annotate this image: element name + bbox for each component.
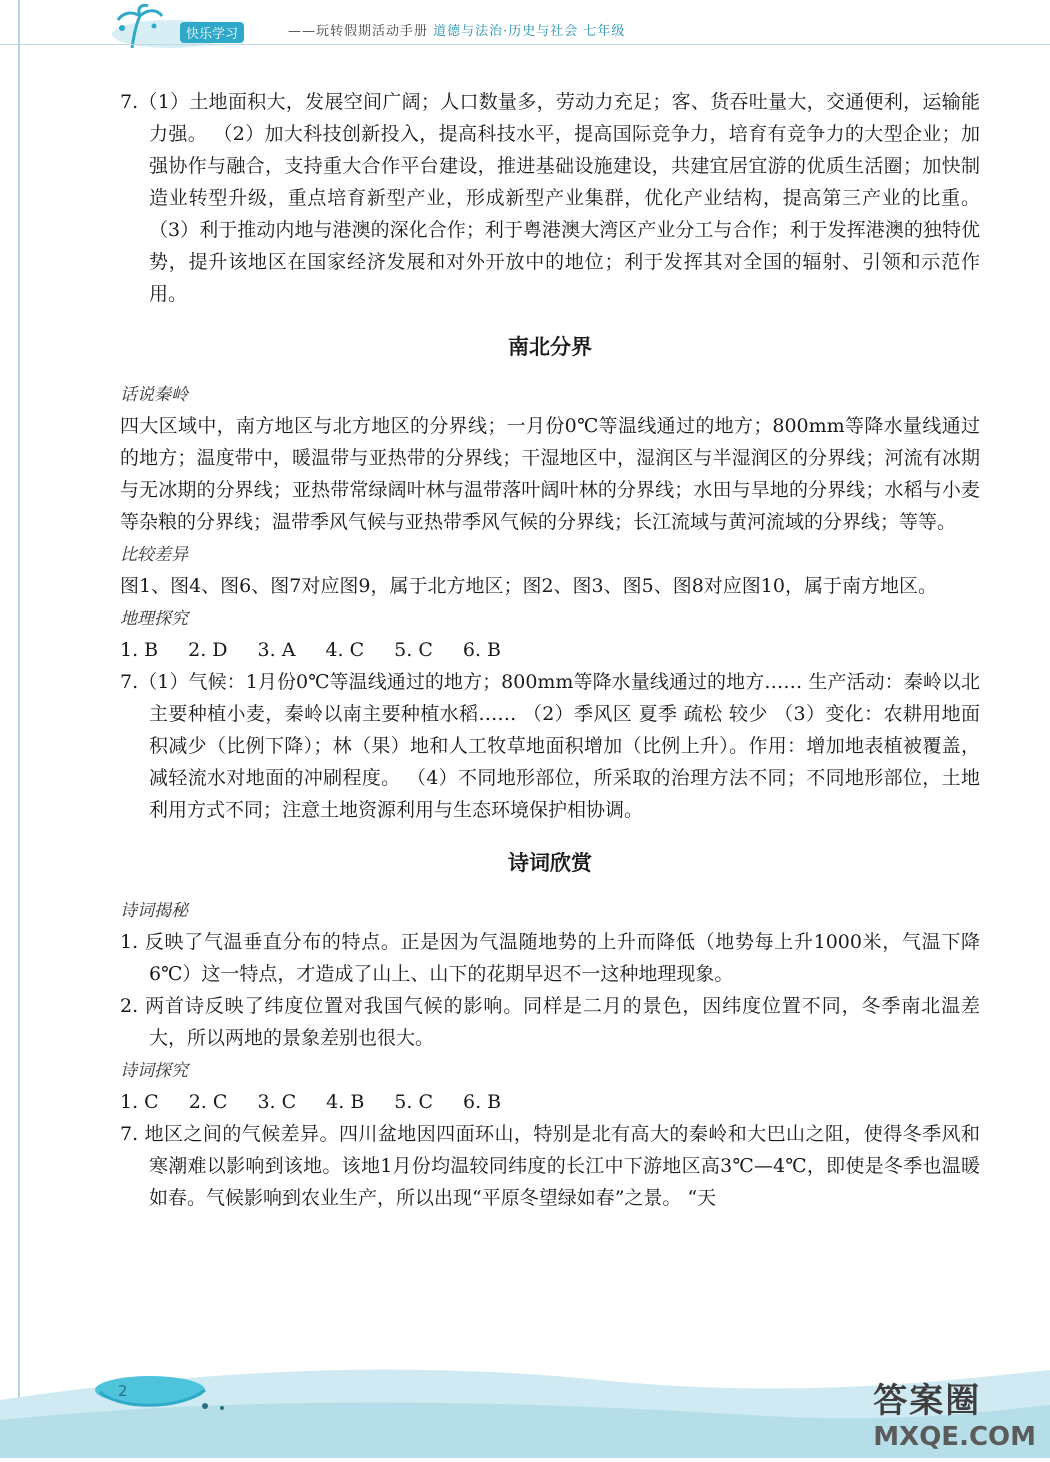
- page-header: [0, 0, 1050, 60]
- section-title-nanbei: 南北分界: [508, 335, 592, 359]
- s3-item-1: 1. 反映了气温垂直分布的特点。正是因为气温随地势的上升而降低（地势每上升1000米，气温下降6℃）这一特点，才造成了山上、山下的花期早迟不一这种地理现象。: [120, 931, 980, 985]
- subheading-bijiao-chayi: 比较差异: [120, 545, 188, 565]
- answer-item: 4. B: [326, 1091, 365, 1113]
- subheading-huashuo-qinling: 话说秦岭: [120, 385, 188, 405]
- subheading-shici-jiemi: 诗词揭秘: [120, 901, 188, 921]
- s2-paragraph-2: 图1、图4、图6、图7对应图9，属于北方地区；图2、图3、图5、图8对应图10，属于南方地区。: [120, 575, 937, 597]
- s1-question-7: 7.（1）土地面积大，发展空间广阔；人口数量多，劳动力充足；客、货吞吐量大，交通便利，运输能力强。 （2）加大科技创新投入，提高科技水平，提高国际竞争力，培育有竞争力的大型企业；加强协作与融合，支持重大合作平台建设，推进基础设施建设，共建宜居宜游的优质生活圈；加快制造业转型升级，重点培育新型产业，形成新型产业集群，优化产业结构，提高第三产业的比重。 （3）利于推动内地与港澳的深化合作；利于粤港澳大湾区产业分工与合作；利于发挥港澳的独特优势，提升该地区在国家经济发展和对外开放中的地位；利于发挥其对全国的辐射、引领和示范作用。: [120, 91, 980, 305]
- header-subtitle: [288, 20, 625, 39]
- header-subtitle-prefix: ——玩转假期活动手册: [288, 24, 429, 39]
- answer-item: 2. D: [188, 639, 228, 661]
- s3-answer-row: [120, 1086, 980, 1118]
- answer-item: 5. C: [394, 1091, 434, 1113]
- main-content: [120, 86, 980, 1214]
- answer-item: 1. C: [120, 1091, 159, 1113]
- header-divider: [0, 44, 1050, 45]
- site-watermark: [873, 1373, 1036, 1452]
- answer-item: 3. A: [257, 639, 296, 661]
- header-subtitle-highlight: 道德与法治·历史与社会 七年级: [433, 24, 626, 39]
- answer-item: 6. B: [463, 1091, 502, 1113]
- watermark-url: MXQE.COM: [873, 1422, 1036, 1452]
- subheading-dili-tanjiu: 地理探究: [120, 609, 188, 629]
- answer-item: 3. C: [257, 1091, 297, 1113]
- s3-question-7: 7. 地区之间的气候差异。四川盆地因四面环山，特别是北有高大的秦岭和大巴山之阻，使得冬季风和寒潮难以影响到该地。该地1月份均温较同纬度的长江中下游地区高3℃—4℃，即使是冬季也温暖如春。气候影响到农业生产，所以出现“平原冬望绿如春”之景。 “天: [120, 1123, 980, 1209]
- s2-question-7: 7.（1）气候：1月份0℃等温线通过的地方；800mm等降水量线通过的地方…… 生产活动：秦岭以北主要种植小麦，秦岭以南主要种植水稻…… （2）季风区 夏季 疏松 较少 （3）变化：农耕用地面积减少（比例下降）；林（果）地和人工牧草地面积增加（比例上升）。作用：增加地表植被覆盖，减轻流水对地面的冲刷程度。 （4）不同地形部位，所采取的治理方法不同；不同地形部位，土地利用方式不同；注意土地资源利用与生态环境保护相协调。: [120, 671, 980, 821]
- s3-item-2: 2. 两首诗反映了纬度位置对我国气候的影响。同样是二月的景色，因纬度位置不同，冬季南北温差大，所以两地的景象差别也很大。: [120, 995, 980, 1049]
- answer-item: 2. C: [188, 1091, 228, 1113]
- left-margin-rule: [18, 0, 20, 1458]
- answer-item: 1. B: [120, 639, 159, 661]
- s2-paragraph-1: 四大区域中，南方地区与北方地区的分界线；一月份0℃等温线通过的地方；800mm等降水量线通过的地方；温度带中，暖温带与亚热带的分界线；干湿地区中，湿润区与半湿润区的分界线；河流有冰期与无冰期的分界线；亚热带常绿阔叶林与温带落叶阔叶林的分界线；水田与旱地的分界线；水稻与小麦等杂粮的分界线；温带季风气候与亚热带季风气候的分界线；长江流域与黄河流域的分界线；等等。: [120, 415, 980, 533]
- s2-answer-row: [120, 634, 980, 666]
- page-number: 2: [118, 1382, 128, 1400]
- watermark-logo-text: 答案圈: [873, 1381, 982, 1421]
- subheading-shici-tanjiu: 诗词探究: [120, 1061, 188, 1081]
- answer-item: 4. C: [325, 639, 365, 661]
- section-title-shici: 诗词欣赏: [508, 851, 592, 875]
- logo-text: 快乐学习: [180, 22, 244, 43]
- answer-item: 6. B: [462, 639, 502, 661]
- answer-item: 5. C: [394, 639, 433, 661]
